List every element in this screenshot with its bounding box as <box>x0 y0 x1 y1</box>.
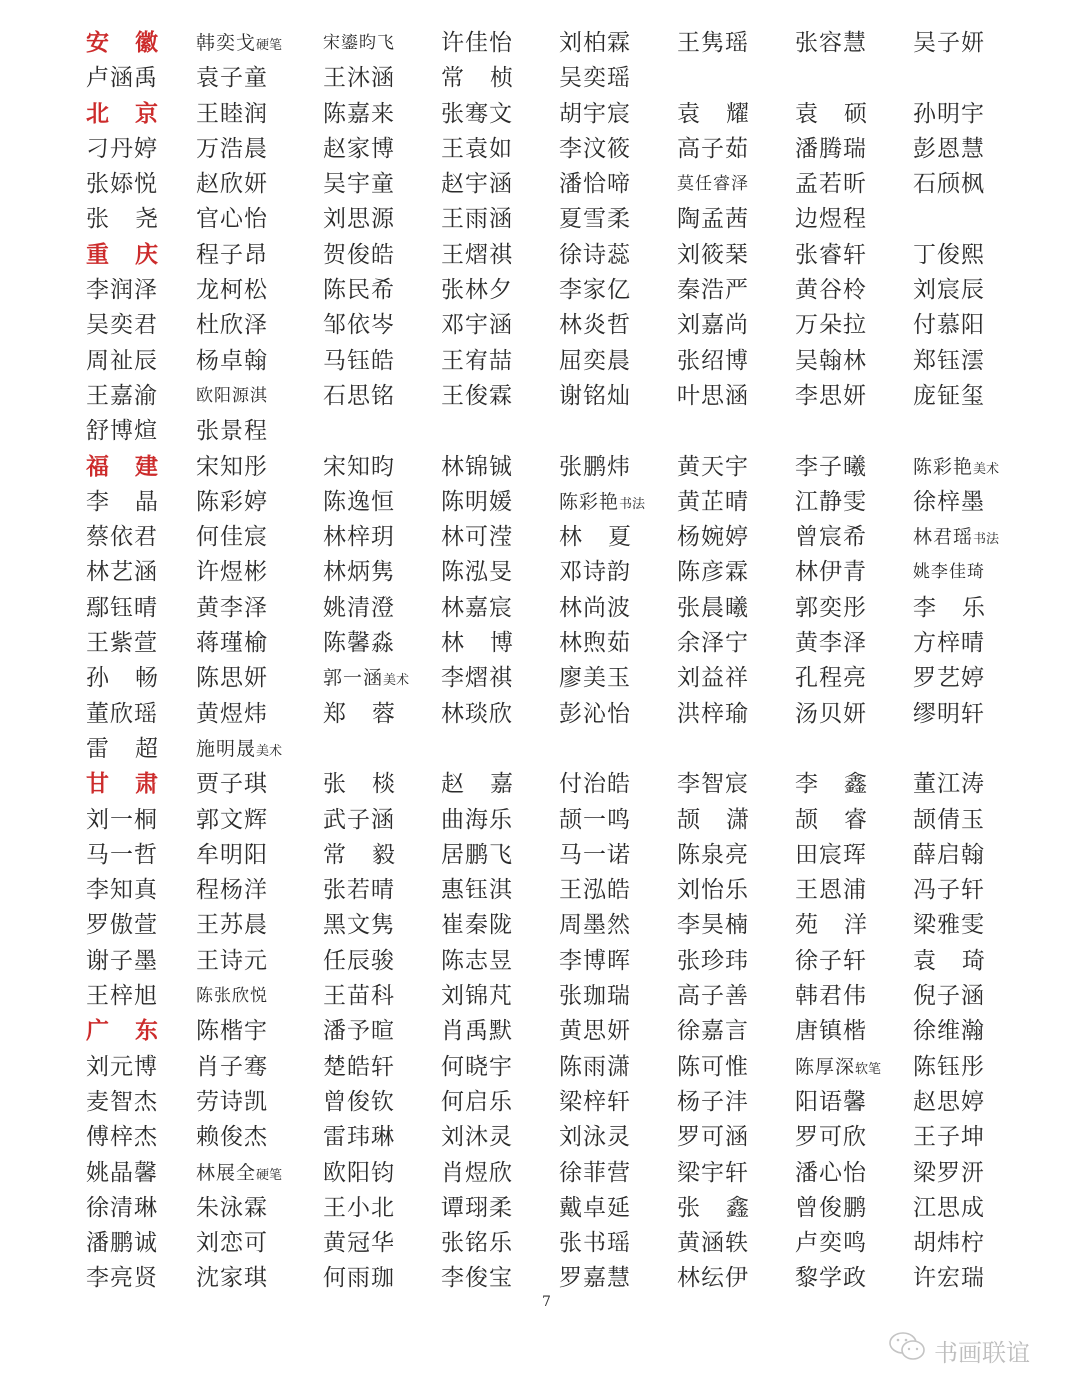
student-name: 邓宇涵 <box>441 312 513 339</box>
student-name: 卢奕鸣 <box>795 1230 867 1257</box>
student-name: 王嘉渝 <box>86 382 158 409</box>
page-number: 7 <box>542 1294 551 1310</box>
student-name: 彭沁怡 <box>559 700 631 727</box>
student-name: 刘嘉尚 <box>677 312 749 339</box>
student-name: 苑 洋 <box>795 912 867 939</box>
student-name: 任辰骏 <box>323 947 395 974</box>
student-name: 张铭乐 <box>441 1230 513 1257</box>
student-name: 劳诗凯 <box>196 1088 268 1115</box>
student-name: 黄煜炜 <box>196 700 268 727</box>
student-name: 宋知彤 <box>196 453 268 480</box>
student-name: 周墨然 <box>559 912 631 939</box>
student-name: 万朵拉 <box>795 312 867 339</box>
student-name: 李 乐 <box>913 594 985 621</box>
watermark <box>888 1330 1030 1370</box>
category-note: 美术 <box>256 743 283 759</box>
category-note: 硬笔 <box>256 1167 283 1183</box>
student-name: 李 鑫 <box>795 771 867 798</box>
student-name: 陈馨淼 <box>323 630 395 657</box>
student-name: 宋鎏昀飞 <box>323 33 395 53</box>
student-name: 张景程 <box>196 418 268 445</box>
category-note: 美术 <box>383 673 410 689</box>
student-name: 黄李泽 <box>795 630 867 657</box>
student-name: 林伊青 <box>795 559 867 586</box>
student-name: 雷玮琳 <box>323 1124 395 1151</box>
student-name: 崔秦陇 <box>441 912 513 939</box>
student-name: 黄李泽 <box>196 594 268 621</box>
student-name: 王苗科 <box>323 983 395 1010</box>
student-name: 李亮贤 <box>86 1265 158 1292</box>
student-name: 王熠祺 <box>441 241 513 268</box>
student-name: 李汶筱 <box>559 135 631 162</box>
student-name: 郑 蓉 <box>323 700 395 727</box>
student-name: 谭珝柔 <box>441 1194 513 1221</box>
student-name: 梁罗汧 <box>913 1159 985 1186</box>
student-name: 卢涵禹 <box>86 65 158 92</box>
student-name: 徐清琳 <box>86 1194 158 1221</box>
student-name: 牟明阳 <box>196 841 268 868</box>
student-name: 龙柯松 <box>196 277 268 304</box>
student-name: 罗嘉慧 <box>559 1265 631 1292</box>
student-name: 李熠祺 <box>441 665 513 692</box>
student-name: 潘恰啼 <box>559 171 631 198</box>
student-name: 邓诗韵 <box>559 559 631 586</box>
student-name: 陈民希 <box>323 277 395 304</box>
student-name: 袁 琦 <box>913 947 985 974</box>
student-name: 陈可惟 <box>677 1053 749 1080</box>
student-name: 曾俊钦 <box>323 1088 395 1115</box>
student-name: 贾子琪 <box>196 771 268 798</box>
student-name: 冯子轩 <box>913 877 985 904</box>
student-name: 洪梓瑜 <box>677 700 749 727</box>
student-name: 王小北 <box>323 1194 395 1221</box>
student-name: 田宸珲 <box>795 841 867 868</box>
student-name: 廖美玉 <box>559 665 631 692</box>
student-name: 罗可涵 <box>677 1124 749 1151</box>
student-name: 梁宇轩 <box>677 1159 749 1186</box>
student-name: 付治皓 <box>559 771 631 798</box>
student-name: 刘沐灵 <box>441 1124 513 1151</box>
student-name: 付慕阳 <box>913 312 985 339</box>
student-name: 陈楷宇 <box>196 1018 268 1045</box>
student-name: 汤贝妍 <box>795 700 867 727</box>
student-name: 王诗元 <box>196 947 268 974</box>
student-name: 李知真 <box>86 877 158 904</box>
student-name: 林炳隽 <box>323 559 395 586</box>
student-name: 孙明宇 <box>913 100 985 127</box>
student-name: 张婖悦 <box>86 171 158 198</box>
student-name: 陈泓旻 <box>441 559 513 586</box>
student-name: 陈雨潇 <box>559 1053 631 1080</box>
student-name: 丁俊熙 <box>913 241 985 268</box>
student-name: 王睦润 <box>196 100 268 127</box>
student-name: 陈彩婷 <box>196 488 268 515</box>
student-name: 戴卓延 <box>559 1194 631 1221</box>
student-name: 雷 超 <box>86 735 158 762</box>
student-name: 张书瑶 <box>559 1230 631 1257</box>
category-note: 书法 <box>973 532 1000 548</box>
student-name: 常 桢 <box>441 65 513 92</box>
student-name: 罗可欣 <box>795 1124 867 1151</box>
student-name: 林君瑶书法 <box>913 526 1000 549</box>
student-name: 张绍博 <box>677 347 749 374</box>
student-name: 郑钰澐 <box>913 347 985 374</box>
student-name: 李俊宝 <box>441 1265 513 1292</box>
student-name: 王苏晨 <box>196 912 268 939</box>
student-name: 张骞文 <box>441 100 513 127</box>
student-name: 方梓晴 <box>913 630 985 657</box>
student-name: 张睿轩 <box>795 241 867 268</box>
student-name: 居鹏飞 <box>441 841 513 868</box>
student-name: 何佳宸 <box>196 524 268 551</box>
student-name: 许宏瑞 <box>913 1265 985 1292</box>
category-note: 书法 <box>619 496 646 512</box>
student-name: 赵思婷 <box>913 1088 985 1115</box>
student-name: 谢铭灿 <box>559 382 631 409</box>
student-name: 陈泉亮 <box>677 841 749 868</box>
province-heading: 广 东 <box>86 1018 158 1045</box>
student-name: 周祉辰 <box>86 347 158 374</box>
student-name: 陈嘉来 <box>323 100 395 127</box>
student-name: 刘锦芃 <box>441 983 513 1010</box>
student-name: 张珍玮 <box>677 947 749 974</box>
student-name: 孙 畅 <box>86 665 158 692</box>
student-name: 王袁如 <box>441 135 513 162</box>
student-name: 林炎哲 <box>559 312 631 339</box>
student-name: 郭一涵美术 <box>323 667 410 690</box>
student-name: 吴子妍 <box>913 30 985 56</box>
student-name: 张若晴 <box>323 877 395 904</box>
student-name: 蔡依君 <box>86 524 158 551</box>
province-heading: 福 建 <box>86 453 158 480</box>
student-name: 叶思涵 <box>677 382 749 409</box>
student-name: 刘一桐 <box>86 806 158 833</box>
student-name: 刘恋可 <box>196 1230 268 1257</box>
student-name: 袁 耀 <box>677 100 749 127</box>
student-name: 姚晶馨 <box>86 1159 158 1186</box>
student-name: 林可滢 <box>441 524 513 551</box>
student-name: 惠钰淇 <box>441 877 513 904</box>
category-note: 硬笔 <box>256 38 283 53</box>
student-name: 刘益祥 <box>677 665 749 692</box>
student-name: 赖俊杰 <box>196 1124 268 1151</box>
student-name: 胡炜柠 <box>913 1230 985 1257</box>
student-name: 林琰欣 <box>441 700 513 727</box>
student-name: 刘宸辰 <box>913 277 985 304</box>
student-name: 蒋瑾榆 <box>196 630 268 657</box>
student-name: 李子曦 <box>795 453 867 480</box>
student-name: 徐诗蕊 <box>559 241 631 268</box>
student-name: 麦智杰 <box>86 1088 158 1115</box>
student-name: 贺俊皓 <box>323 241 395 268</box>
student-name: 孟若昕 <box>795 171 867 198</box>
student-name: 武子涵 <box>323 806 395 833</box>
student-name: 阳语馨 <box>795 1088 867 1115</box>
student-name: 李智宸 <box>677 771 749 798</box>
student-name: 王隽瑶 <box>677 30 749 56</box>
wechat-icon <box>888 1330 928 1370</box>
student-name: 宋知昀 <box>323 453 395 480</box>
student-name: 马一诺 <box>559 841 631 868</box>
student-name: 林展全硬笔 <box>196 1161 283 1184</box>
student-name: 罗艺婷 <box>913 665 985 692</box>
student-name: 官心怡 <box>196 206 268 233</box>
student-name: 陈思妍 <box>196 665 268 692</box>
student-name: 陈彦霖 <box>677 559 749 586</box>
student-name: 颉一鸣 <box>559 806 631 833</box>
student-name: 万浩晨 <box>196 135 268 162</box>
student-name: 张林夕 <box>441 277 513 304</box>
student-name: 黄天宇 <box>677 453 749 480</box>
student-name: 李昊楠 <box>677 912 749 939</box>
student-name: 高子善 <box>677 983 749 1010</box>
student-name: 林 博 <box>441 630 513 657</box>
student-name: 林嘉宸 <box>441 594 513 621</box>
student-name: 刘元博 <box>86 1053 158 1080</box>
student-name: 韩奕戈硬笔 <box>196 32 283 54</box>
student-name: 屈奕晨 <box>559 347 631 374</box>
student-name: 倪子涵 <box>913 983 985 1010</box>
student-name: 林煦茹 <box>559 630 631 657</box>
student-name: 王泓皓 <box>559 877 631 904</box>
student-name: 徐嘉言 <box>677 1018 749 1045</box>
student-name: 曲海乐 <box>441 806 513 833</box>
student-name: 徐梓墨 <box>913 488 985 515</box>
student-name: 徐子轩 <box>795 947 867 974</box>
student-name: 曾俊鹏 <box>795 1194 867 1221</box>
student-name: 常 毅 <box>323 841 395 868</box>
student-name: 江思成 <box>913 1194 985 1221</box>
student-name: 肖禹默 <box>441 1018 513 1045</box>
student-name: 秦浩严 <box>677 277 749 304</box>
student-name: 黄芷晴 <box>677 488 749 515</box>
student-name: 王沐涵 <box>323 65 395 92</box>
student-name: 陈厚深软笔 <box>795 1055 882 1078</box>
student-name: 杜欣泽 <box>196 312 268 339</box>
student-name: 黑文隽 <box>323 912 395 939</box>
student-name: 孔程亮 <box>795 665 867 692</box>
student-name: 彭恩慧 <box>913 135 985 162</box>
student-name: 鄢钰晴 <box>86 594 158 621</box>
student-name: 林梓玥 <box>323 524 395 551</box>
student-name: 黄涵轶 <box>677 1230 749 1257</box>
student-name: 董江涛 <box>913 771 985 798</box>
student-name: 李润泽 <box>86 277 158 304</box>
student-name: 何晓宇 <box>441 1053 513 1080</box>
student-name: 陈明媛 <box>441 488 513 515</box>
province-heading: 北 京 <box>86 100 158 127</box>
student-name: 徐维瀚 <box>913 1018 985 1045</box>
student-name: 林 夏 <box>559 524 631 551</box>
category-note: 美术 <box>973 461 1000 477</box>
student-name: 陈张欣悦 <box>196 986 268 1007</box>
student-name: 黄谷柃 <box>795 277 867 304</box>
student-name: 李思妍 <box>795 382 867 409</box>
student-name: 刘泳灵 <box>559 1124 631 1151</box>
student-name: 何启乐 <box>441 1088 513 1115</box>
student-name: 肖煜欣 <box>441 1159 513 1186</box>
student-name: 张 鑫 <box>677 1194 749 1221</box>
student-name: 江静雯 <box>795 488 867 515</box>
student-name: 赵 嘉 <box>441 771 513 798</box>
student-name: 刘柏霖 <box>559 30 631 56</box>
watermark-text: 书画联谊 <box>934 1338 1030 1367</box>
category-note: 软笔 <box>855 1061 882 1077</box>
student-name: 陈彩艳美术 <box>913 455 1000 478</box>
student-name: 林尚波 <box>559 594 631 621</box>
student-name: 张鹏炜 <box>559 453 631 480</box>
student-name: 颉倩玉 <box>913 806 985 833</box>
student-name: 林锦铖 <box>441 453 513 480</box>
student-name: 张 棪 <box>323 771 395 798</box>
student-name: 姚清澄 <box>323 594 395 621</box>
province-heading: 安 徽 <box>86 30 158 56</box>
student-name: 袁子童 <box>196 65 268 92</box>
student-name: 陈逸恒 <box>323 488 395 515</box>
student-name: 杨子沣 <box>677 1088 749 1115</box>
student-name: 郭文辉 <box>196 806 268 833</box>
student-name: 梁雅雯 <box>913 912 985 939</box>
province-heading: 重 庆 <box>86 241 158 268</box>
student-name: 刘思源 <box>323 206 395 233</box>
student-name: 赵宇涵 <box>441 171 513 198</box>
student-name: 杨卓翰 <box>196 347 268 374</box>
student-name: 张 尧 <box>86 206 158 233</box>
student-name: 潘鹏诚 <box>86 1230 158 1257</box>
student-name: 王宥喆 <box>441 347 513 374</box>
student-name: 高子茹 <box>677 135 749 162</box>
student-name: 马一哲 <box>86 841 158 868</box>
student-name: 陶孟茜 <box>677 206 749 233</box>
student-name: 曾宸希 <box>795 524 867 551</box>
student-name: 吴宇童 <box>323 171 395 198</box>
student-name: 边煜程 <box>795 206 867 233</box>
student-name: 赵家博 <box>323 135 395 162</box>
student-name: 欧阳钧 <box>323 1159 395 1186</box>
province-heading: 甘 肃 <box>86 771 158 798</box>
student-name: 谢子墨 <box>86 947 158 974</box>
student-name: 欧阳源淇 <box>196 385 268 406</box>
student-name: 袁 硕 <box>795 100 867 127</box>
student-name: 程杨洋 <box>196 877 268 904</box>
student-name: 吴翰林 <box>795 347 867 374</box>
student-name: 莫任睿泽 <box>677 174 749 195</box>
student-name: 刘怡乐 <box>677 877 749 904</box>
student-name: 姚李佳琦 <box>913 562 985 583</box>
student-name: 许佳怡 <box>441 30 513 56</box>
student-name: 何雨珈 <box>323 1265 395 1292</box>
student-name: 陈志昱 <box>441 947 513 974</box>
student-name: 韩君伟 <box>795 983 867 1010</box>
student-name: 颉 睿 <box>795 806 867 833</box>
student-name: 薛启翰 <box>913 841 985 868</box>
student-name: 李 晶 <box>86 488 158 515</box>
student-name: 潘予暄 <box>323 1018 395 1045</box>
student-name: 黎学政 <box>795 1265 867 1292</box>
student-name: 李博晖 <box>559 947 631 974</box>
student-name: 程子昂 <box>196 241 268 268</box>
student-name: 杨婉婷 <box>677 524 749 551</box>
student-name: 邹依岑 <box>323 312 395 339</box>
student-name: 余泽宁 <box>677 630 749 657</box>
student-name: 王梓旭 <box>86 983 158 1010</box>
student-name: 王俊霖 <box>441 382 513 409</box>
student-name: 王雨涵 <box>441 206 513 233</box>
student-name: 徐菲营 <box>559 1159 631 1186</box>
student-name: 施明晟美术 <box>196 737 283 760</box>
student-name: 王子坤 <box>913 1124 985 1151</box>
student-name: 王恩浦 <box>795 877 867 904</box>
student-name: 傅梓杰 <box>86 1124 158 1151</box>
student-name: 刁丹婷 <box>86 135 158 162</box>
student-name: 黄思妍 <box>559 1018 631 1045</box>
student-name: 石思铭 <box>323 382 395 409</box>
student-name: 刘筱琹 <box>677 241 749 268</box>
student-name: 许煜彬 <box>196 559 268 586</box>
student-name: 肖子骞 <box>196 1053 268 1080</box>
student-name: 张晨曦 <box>677 594 749 621</box>
student-name: 庞钲玺 <box>913 382 985 409</box>
student-name: 梁梓轩 <box>559 1088 631 1115</box>
student-name: 楚皓轩 <box>323 1053 395 1080</box>
student-name: 石颀枫 <box>913 171 985 198</box>
student-name: 李家亿 <box>559 277 631 304</box>
student-name: 缪明轩 <box>913 700 985 727</box>
student-name: 张容慧 <box>795 30 867 56</box>
student-name: 朱泳霖 <box>196 1194 268 1221</box>
student-name: 胡宇宸 <box>559 100 631 127</box>
student-name: 郭奕彤 <box>795 594 867 621</box>
student-name: 唐镇楷 <box>795 1018 867 1045</box>
student-name: 吴奕君 <box>86 312 158 339</box>
student-name: 王紫萱 <box>86 630 158 657</box>
student-name: 潘腾瑞 <box>795 135 867 162</box>
student-name: 董欣瑶 <box>86 700 158 727</box>
student-name: 罗傲萱 <box>86 912 158 939</box>
student-name: 赵欣妍 <box>196 171 268 198</box>
student-name: 马钰皓 <box>323 347 395 374</box>
student-name: 潘心怡 <box>795 1159 867 1186</box>
student-name: 陈钰彤 <box>913 1053 985 1080</box>
student-name: 舒博煊 <box>86 418 158 445</box>
student-name: 夏雪柔 <box>559 206 631 233</box>
student-name: 沈家琪 <box>196 1265 268 1292</box>
student-name: 张珈瑞 <box>559 983 631 1010</box>
student-name: 陈彩艳书法 <box>559 490 646 513</box>
student-name: 吴奕瑶 <box>559 65 631 92</box>
student-name: 林艺涵 <box>86 559 158 586</box>
student-name: 黄冠华 <box>323 1230 395 1257</box>
student-name: 林纭伊 <box>677 1265 749 1292</box>
student-name: 颉 潇 <box>677 806 749 833</box>
